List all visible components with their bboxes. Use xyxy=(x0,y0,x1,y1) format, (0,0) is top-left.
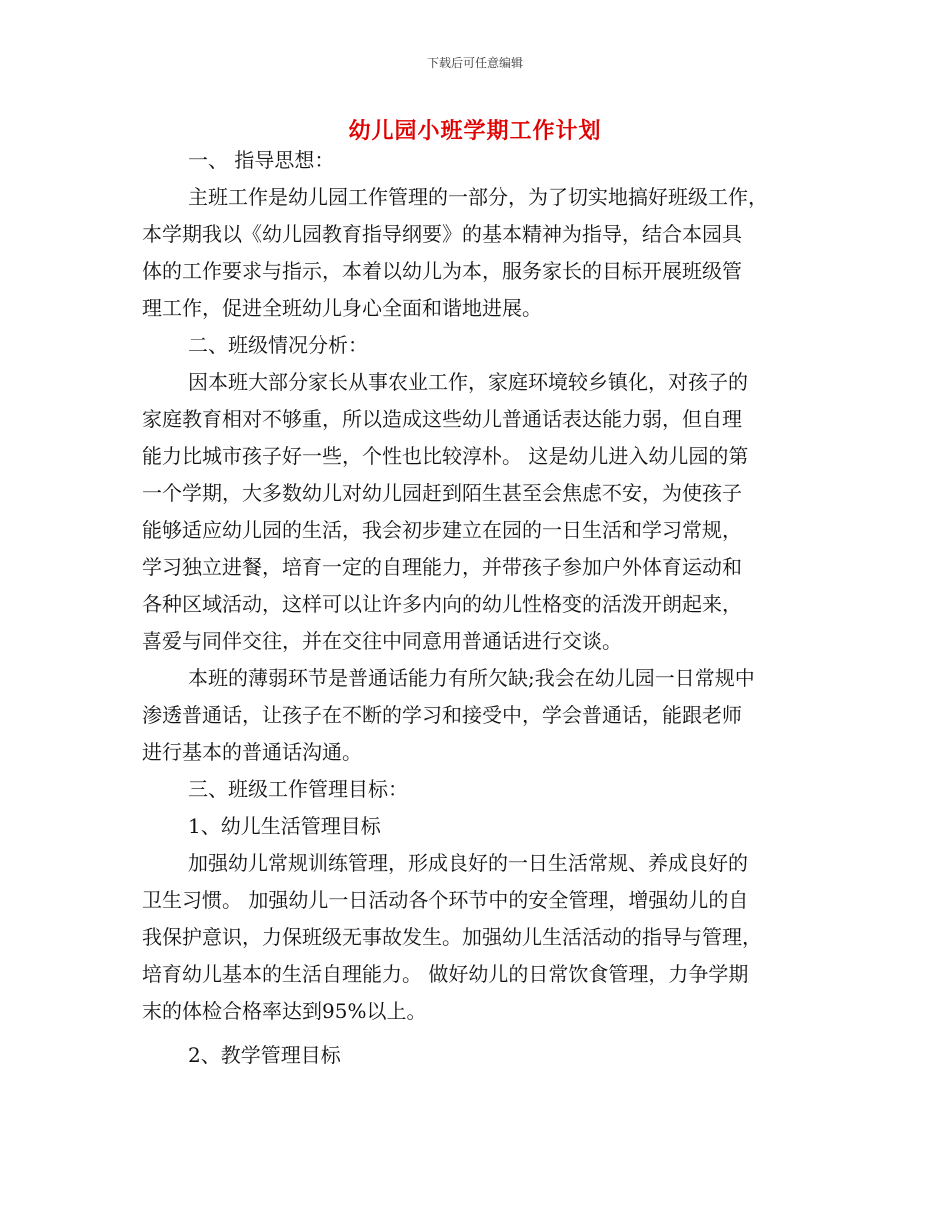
paragraph-line: 进行基本的普通话沟通。 xyxy=(142,740,362,764)
paragraph-line: 因本班大部分家长从事农业工作，家庭环境较乡镇化，对孩子的 xyxy=(188,370,748,394)
paragraph-line: 能够适应幼儿园的生活，我会初步建立在园的一日生活和学习常规， xyxy=(142,518,742,542)
paragraph-line: 家庭教育相对不够重，所以造成这些幼儿普通话表达能力弱，但自理 xyxy=(142,407,742,431)
paragraph-line: 喜爱与同伴交往，并在交往中同意用普通话进行交谈。 xyxy=(142,629,622,653)
paragraph-line: 培育幼儿基本的生活自理能力。 做好幼儿的日常饮食管理，力争学期 xyxy=(142,962,749,986)
paragraph-line: 一个学期，大多数幼儿对幼儿园赶到陌生甚至会焦虑不安，为使孩子 xyxy=(142,481,742,505)
heading-class-analysis: 二、班级情况分析： xyxy=(188,333,368,357)
subheading-teaching-management: 2、教学管理目标 xyxy=(188,1043,341,1067)
paragraph-line: 末的体检合格率达到95%以上。 xyxy=(142,999,427,1023)
subheading-life-management: 1、幼儿生活管理目标 xyxy=(188,814,381,838)
paragraph-line: 各种区域活动，这样可以让许多内向的幼儿性格变的活泼开朗起来， xyxy=(142,592,742,616)
paragraph-line: 加强幼儿常规训练管理，形成良好的一日生活常规、养成良好的 xyxy=(188,851,748,875)
paragraph-line: 卫生习惯。 加强幼儿一日活动各个环节中的安全管理，增强幼儿的自 xyxy=(142,888,749,912)
paragraph-line: 理工作，促进全班幼儿身心全面和谐地进展。 xyxy=(142,296,542,320)
paragraph-line: 主班工作是幼儿园工作管理的一部分，为了切实地搞好班级工作， xyxy=(188,185,768,209)
heading-guiding-ideology: 一、 指导思想： xyxy=(188,148,335,172)
paragraph-line: 本学期我以《幼儿园教育指导纲要》的基本精神为指导，结合本园具 xyxy=(142,222,742,246)
document-title: 幼儿园小班学期工作计划 xyxy=(348,118,602,144)
paragraph-line: 学习独立进餐，培育一定的自理能力，并带孩子参加户外体育运动和 xyxy=(142,555,742,579)
paragraph-line: 渗透普通话，让孩子在不断的学习和接受中，学会普通话，能跟老师 xyxy=(142,703,742,727)
paragraph-line: 能力比城市孩子好一些，个性也比较淳朴。 这是幼儿进入幼儿园的第 xyxy=(142,444,749,468)
paragraph-line: 我保护意识，力保班级无事故发生。加强幼儿生活活动的指导与管理， xyxy=(142,925,762,949)
page-header: 下载后可任意编辑 xyxy=(426,56,523,70)
paragraph-line: 体的工作要求与指示，本着以幼儿为本，服务家长的目标开展班级管 xyxy=(142,259,742,283)
document-body xyxy=(142,142,810,1074)
paragraph-line: 本班的薄弱环节是普通话能力有所欠缺;我会在幼儿园一日常规中 xyxy=(188,666,755,690)
heading-management-goals: 三、班级工作管理目标： xyxy=(188,777,408,801)
